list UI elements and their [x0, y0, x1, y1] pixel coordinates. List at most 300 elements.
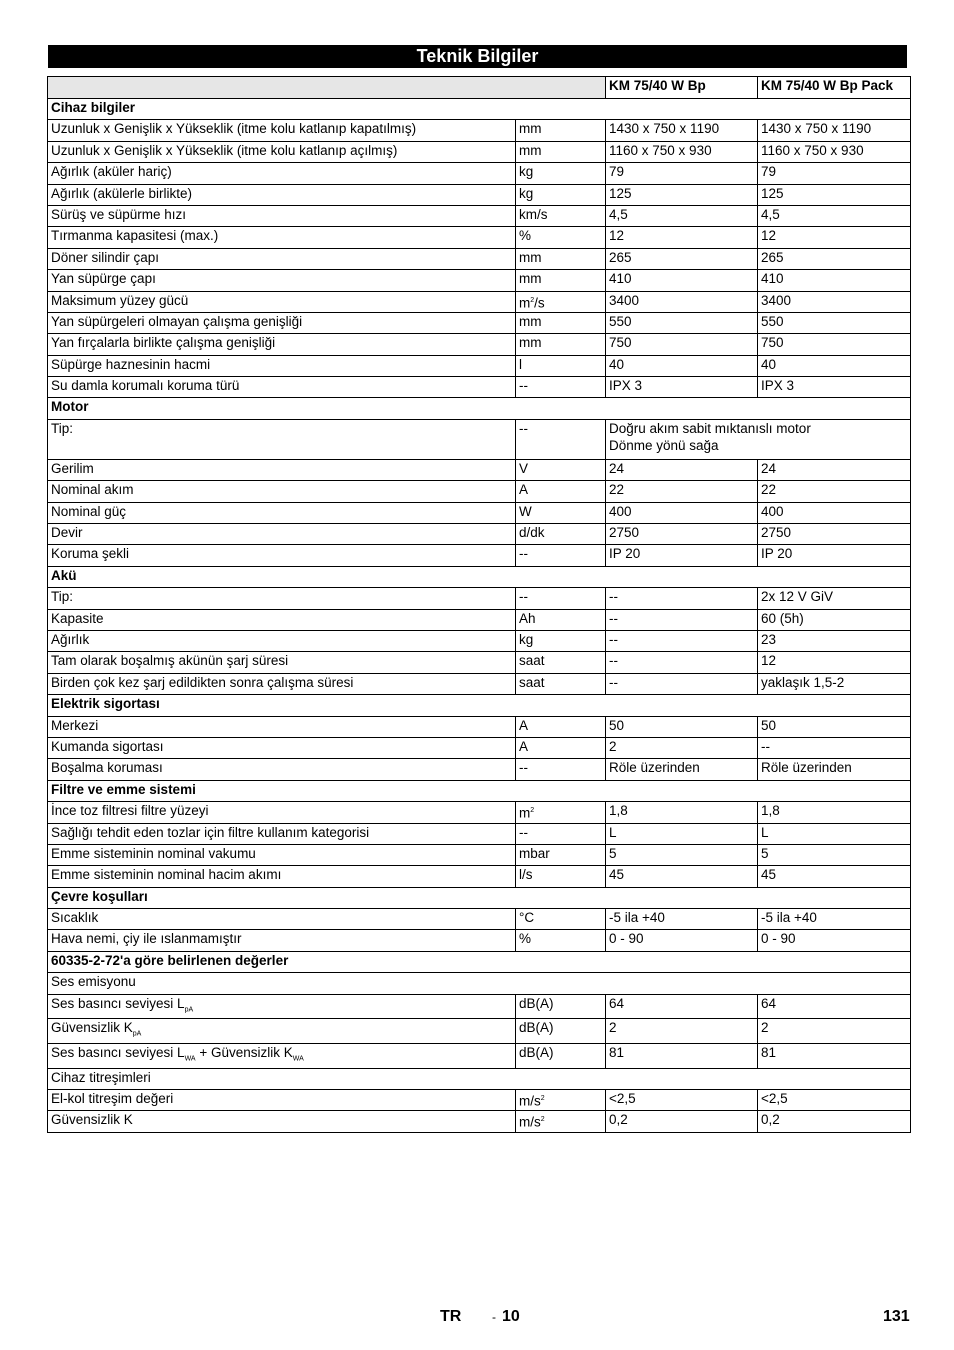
row-label: Tip: [48, 419, 516, 459]
row-value-model-2: 79 [758, 163, 911, 184]
row-value-model-2: 265 [758, 248, 911, 269]
table-row [48, 802, 911, 823]
row-label-text: Emme sisteminin nominal vakumu [51, 845, 256, 861]
row-unit [516, 652, 606, 673]
row-label [48, 355, 516, 376]
row-unit-text: -- [519, 589, 528, 605]
model-1-header: KM 75/40 W Bp [606, 77, 758, 99]
row-label-subscript: WA [184, 1055, 196, 1063]
row-value-model-2: 3400 [758, 291, 911, 312]
row-value-model-1: 0,2 [606, 1111, 758, 1132]
row-label [48, 673, 516, 694]
row-unit [516, 248, 606, 269]
row-label-text: Tip: [51, 589, 74, 605]
row-value-model-1: 1,8 [606, 802, 758, 823]
section-header-row [48, 99, 911, 120]
row-unit-text: d/dk [519, 525, 545, 541]
row-unit [516, 524, 606, 545]
row-unit-text: A [519, 738, 529, 754]
row-unit-suffix: /s [534, 295, 545, 311]
row-value-model-1: -5 ila +40 [606, 909, 758, 930]
table-row [48, 930, 911, 951]
section-title: Filtre ve emme sistemi [48, 780, 911, 801]
row-label-text: Boşalma koruması [51, 760, 163, 776]
subheading-row [48, 973, 911, 994]
row-unit [516, 844, 606, 865]
table-row [48, 524, 911, 545]
row-unit-text: % [519, 931, 532, 947]
section-header-row [48, 887, 911, 908]
row-value-model-2: yaklaşık 1,5-2 [758, 673, 911, 694]
row-unit-text: mm [519, 335, 542, 351]
row-label [48, 737, 516, 758]
row-value-model-2: IP 20 [758, 545, 911, 566]
row-label [48, 844, 516, 865]
row-value-model-2: 12 [758, 227, 911, 248]
row-unit-superscript: 2 [540, 1116, 545, 1124]
table-row [48, 652, 911, 673]
row-value-model-1: 79 [606, 163, 758, 184]
row-value-model-2: 1430 x 750 x 1190 [758, 120, 911, 141]
row-unit [516, 227, 606, 248]
row-value-model-1: 550 [606, 312, 758, 333]
row-value-model-2: 400 [758, 502, 911, 523]
row-unit-text: m/s [519, 1114, 541, 1130]
row-unit [516, 184, 606, 205]
row-label-text: Kumanda sigortası [51, 738, 164, 754]
row-label-text: Ağırlık [51, 631, 90, 647]
row-value-model-1: 50 [606, 716, 758, 737]
row-label-text: Tam olarak boşalmış akünün şarj süresi [51, 653, 289, 669]
row-unit-text: mbar [519, 845, 550, 861]
row-value-model-1: -- [606, 673, 758, 694]
row-label [48, 1111, 516, 1132]
row-unit [516, 1044, 606, 1069]
row-value-model-1: 1430 x 750 x 1190 [606, 120, 758, 141]
row-value-model-1: 2 [606, 1019, 758, 1044]
row-unit [516, 909, 606, 930]
row-unit [516, 630, 606, 651]
row-label [48, 866, 516, 887]
table-row [48, 291, 911, 312]
subheading-row [48, 1068, 911, 1089]
row-unit [516, 1090, 606, 1111]
row-label-text: Nominal güç [51, 503, 127, 519]
row-unit-text: m [519, 805, 531, 821]
merged-value-line-1: Doğru akım sabit mıktanıslı motor [609, 420, 811, 436]
row-unit [516, 866, 606, 887]
table-row [48, 459, 911, 480]
row-label-text: Gerilim [51, 460, 94, 476]
row-label [48, 163, 516, 184]
row-value-model-2: 2x 12 V GiV [758, 588, 911, 609]
row-unit-text: A [519, 482, 529, 498]
row-value-model-1: IPX 3 [606, 377, 758, 398]
row-value-model-2: -5 ila +40 [758, 909, 911, 930]
row-label [48, 184, 516, 205]
table-row [48, 716, 911, 737]
table-row [48, 1019, 911, 1044]
row-unit [516, 823, 606, 844]
row-unit-text: m [519, 295, 531, 311]
row-label-text: Güvensizlik K [51, 1020, 133, 1036]
row-unit [516, 291, 606, 312]
row-value-model-1: 5 [606, 844, 758, 865]
row-value-model-1: Röle üzerinden [606, 759, 758, 780]
section-header-row [48, 695, 911, 716]
tech-spec-table [47, 76, 911, 1133]
row-value-model-2: IPX 3 [758, 377, 911, 398]
row-unit [516, 673, 606, 694]
row-label [48, 909, 516, 930]
row-value-model-2: 1,8 [758, 802, 911, 823]
row-unit-text: dB(A) [519, 995, 554, 1011]
footer-dash: - [492, 1310, 496, 1324]
row-unit-superscript: 2 [530, 296, 535, 304]
row-label [48, 227, 516, 248]
page-title: Teknik Bilgiler [48, 45, 907, 68]
row-label [48, 1044, 516, 1069]
row-value-model-2: -- [758, 737, 911, 758]
row-label [48, 248, 516, 269]
row-value-model-1: 265 [606, 248, 758, 269]
row-unit [516, 930, 606, 951]
row-value-model-1: -- [606, 630, 758, 651]
row-value-model-1: 2 [606, 737, 758, 758]
row-label [48, 312, 516, 333]
table-row [48, 184, 911, 205]
row-label-subscript-2: WA [292, 1055, 304, 1063]
header-blank-cell [48, 77, 606, 99]
table-row [48, 545, 911, 566]
table-row [48, 248, 911, 269]
table-row [48, 1111, 911, 1132]
row-label-text: Nominal akım [51, 482, 134, 498]
row-unit [516, 545, 606, 566]
row-label-text: Süpürge haznesinin hacmi [51, 356, 211, 372]
row-value-model-2: 4,5 [758, 205, 911, 226]
row-value-model-2: 410 [758, 270, 911, 291]
row-label-text: Ağırlık (aküler hariç) [51, 164, 172, 180]
row-value-model-2: 23 [758, 630, 911, 651]
row-unit [516, 163, 606, 184]
row-label [48, 545, 516, 566]
row-label-text: Uzunluk x Genişlik x Yükseklik (itme kolu katlanıp kapatılmış) [51, 121, 417, 137]
row-value-model-2: 125 [758, 184, 911, 205]
row-label [48, 1019, 516, 1044]
row-unit-text: saat [519, 653, 545, 669]
row-label-text: Yan süpürge çapı [51, 271, 156, 287]
footer-page-number: 131 [883, 1308, 910, 1325]
row-unit-text: km/s [519, 206, 548, 222]
row-value-model-1: 64 [606, 994, 758, 1019]
row-label-text: Güvensizlik K [51, 1112, 133, 1128]
section-title: Akü [48, 566, 911, 587]
row-value-model-1: L [606, 823, 758, 844]
row-label [48, 205, 516, 226]
row-label-text: Ses basıncı seviyesi L [51, 1045, 185, 1060]
table-row [48, 120, 911, 141]
section-title: Elektrik sigortası [48, 695, 911, 716]
row-unit-text: -- [519, 760, 528, 776]
row-value-model-2: 550 [758, 312, 911, 333]
table-row [48, 609, 911, 630]
row-label [48, 930, 516, 951]
row-unit [516, 994, 606, 1019]
table-row [48, 334, 911, 355]
row-label-subscript: pA [132, 1031, 142, 1038]
model-2-header: KM 75/40 W Bp Pack [758, 77, 911, 99]
row-label-text: İnce toz filtresi filtre yüzeyi [51, 803, 209, 819]
row-unit [516, 737, 606, 758]
row-value-model-2: 0,2 [758, 1111, 911, 1132]
row-value-model-1: <2,5 [606, 1090, 758, 1111]
row-label [48, 630, 516, 651]
row-unit-text: dB(A) [519, 1020, 554, 1036]
row-value-model-1: 12 [606, 227, 758, 248]
row-label [48, 141, 516, 162]
subheading-label: Cihaz titreşimleri [48, 1068, 911, 1089]
table-row [48, 844, 911, 865]
row-label [48, 291, 516, 312]
row-value-model-1: 1160 x 750 x 930 [606, 141, 758, 162]
row-unit-text: -- [519, 378, 528, 394]
row-unit-text: % [519, 228, 532, 244]
row-unit-text: mm [519, 249, 542, 265]
row-value-model-1: 4,5 [606, 205, 758, 226]
row-value-model-2: 60 (5h) [758, 609, 911, 630]
row-unit-text: l/s [519, 867, 533, 883]
row-value-model-1: 2750 [606, 524, 758, 545]
table-row [48, 630, 911, 651]
row-label [48, 334, 516, 355]
section-title: Motor [48, 398, 911, 419]
row-label-subscript: pA [184, 1006, 194, 1014]
row-unit-text: kg [519, 164, 534, 180]
row-unit [516, 802, 606, 823]
row-unit-text: -- [519, 824, 528, 840]
row-value-model-1: 750 [606, 334, 758, 355]
row-label [48, 652, 516, 673]
row-unit-text: mm [519, 121, 542, 137]
table-row [48, 673, 911, 694]
row-value-model-1: 24 [606, 459, 758, 480]
section-title: Cihaz bilgiler [48, 99, 911, 120]
row-label-text: Devir [51, 525, 83, 541]
row-value-model-2: 750 [758, 334, 911, 355]
row-label-text: Merkezi [51, 717, 99, 733]
footer-section-page: 10 [502, 1308, 520, 1325]
section-header-row [48, 780, 911, 801]
row-unit-text: A [519, 717, 529, 733]
row-unit-text: -- [519, 546, 528, 562]
row-value-model-2: <2,5 [758, 1090, 911, 1111]
row-label-text: Emme sisteminin nominal hacim akımı [51, 867, 282, 883]
row-unit [516, 270, 606, 291]
row-unit [516, 1111, 606, 1132]
row-value-model-2: 2 [758, 1019, 911, 1044]
table-row [48, 481, 911, 502]
row-label [48, 759, 516, 780]
row-unit [516, 759, 606, 780]
row-value-model-2: 0 - 90 [758, 930, 911, 951]
row-label-text: Tırmanma kapasitesi (max.) [51, 228, 219, 244]
table-row [48, 994, 911, 1019]
section-title: 60335-2-72'a göre belirlenen değerler [48, 951, 911, 972]
table-row [48, 141, 911, 162]
row-label [48, 802, 516, 823]
row-unit [516, 1019, 606, 1044]
row-label-text: Ağırlık (akülerle birlikte) [51, 185, 193, 201]
row-value-model-2: 45 [758, 866, 911, 887]
row-unit-text: l [519, 356, 522, 372]
row-label-text: Döner silindir çapı [51, 249, 160, 265]
row-unit-text: mm [519, 313, 542, 329]
merged-value-cell [606, 419, 911, 459]
row-value-model-2: 64 [758, 994, 911, 1019]
section-header-row [48, 951, 911, 972]
row-value-model-1: 40 [606, 355, 758, 376]
row-label-text: Sıcaklık [51, 910, 99, 926]
row-unit-text: °C [519, 910, 535, 926]
row-unit [516, 716, 606, 737]
table-row [48, 270, 911, 291]
table-row [48, 1044, 911, 1069]
row-unit-text: V [519, 460, 529, 476]
section-header-row [48, 398, 911, 419]
row-value-model-1: 125 [606, 184, 758, 205]
table-row [48, 909, 911, 930]
row-unit: -- [516, 419, 606, 459]
table-row [48, 588, 911, 609]
row-unit [516, 459, 606, 480]
row-label-text: Uzunluk x Genişlik x Yükseklik (itme kolu katlanıp açılmış) [51, 142, 398, 158]
row-value-model-1: 45 [606, 866, 758, 887]
table-row [48, 1090, 911, 1111]
row-label [48, 481, 516, 502]
row-value-model-2: 24 [758, 459, 911, 480]
row-label-text: El-kol titreşim değeri [51, 1091, 174, 1107]
row-unit-text: mm [519, 142, 542, 158]
row-value-model-1: -- [606, 588, 758, 609]
row-label [48, 1090, 516, 1111]
table-row [48, 355, 911, 376]
row-value-model-1: -- [606, 652, 758, 673]
row-label-text-2: + Güvensizlik K [195, 1045, 293, 1060]
row-label-text: Su damla korumalı koruma türü [51, 378, 240, 394]
row-label-text: Ses basıncı seviyesi L [51, 995, 185, 1011]
row-unit-text: kg [519, 185, 534, 201]
row-label [48, 459, 516, 480]
row-value-model-2: 40 [758, 355, 911, 376]
row-unit-text: m/s [519, 1093, 541, 1109]
row-unit-text: dB(A) [519, 1045, 554, 1060]
row-unit [516, 205, 606, 226]
table-row [48, 163, 911, 184]
table-row [48, 866, 911, 887]
section-title: Çevre koşulları [48, 887, 911, 908]
section-header-row [48, 566, 911, 587]
row-label [48, 823, 516, 844]
row-label-text: Yan fırçalarla birlikte çalışma genişliği [51, 335, 276, 351]
row-unit [516, 377, 606, 398]
row-label [48, 270, 516, 291]
row-unit-text: mm [519, 271, 542, 287]
table-row [48, 502, 911, 523]
row-value-model-2: 50 [758, 716, 911, 737]
row-label [48, 524, 516, 545]
table-row [48, 419, 911, 459]
row-unit-superscript: 2 [530, 807, 535, 815]
row-value-model-1: IP 20 [606, 545, 758, 566]
row-label [48, 377, 516, 398]
row-unit [516, 312, 606, 333]
row-label-text: Sağlığı tehdit eden tozlar için filtre kullanım kategorisi [51, 824, 370, 840]
row-value-model-2: L [758, 823, 911, 844]
row-unit [516, 588, 606, 609]
row-unit-text: W [519, 503, 532, 519]
table-row [48, 823, 911, 844]
row-unit [516, 120, 606, 141]
row-label [48, 502, 516, 523]
row-unit [516, 502, 606, 523]
row-value-model-1: 81 [606, 1044, 758, 1069]
row-label-text: Kapasite [51, 610, 104, 626]
row-label-text: Hava nemi, çiy ile ıslanmamıştır [51, 931, 242, 947]
row-label-text: Maksimum yüzey gücü [51, 292, 189, 308]
row-value-model-2: Röle üzerinden [758, 759, 911, 780]
row-unit-text: Ah [519, 610, 536, 626]
row-unit [516, 609, 606, 630]
row-label [48, 120, 516, 141]
row-value-model-1: 410 [606, 270, 758, 291]
row-unit [516, 334, 606, 355]
row-label-text: Koruma şekli [51, 546, 130, 562]
row-value-model-2: 81 [758, 1044, 911, 1069]
row-value-model-2: 1160 x 750 x 930 [758, 141, 911, 162]
table-row [48, 377, 911, 398]
row-value-model-1: 400 [606, 502, 758, 523]
row-unit [516, 355, 606, 376]
row-label [48, 609, 516, 630]
row-unit-text: kg [519, 631, 534, 647]
subheading-label: Ses emisyonu [48, 973, 911, 994]
row-unit [516, 141, 606, 162]
row-value-model-1: 0 - 90 [606, 930, 758, 951]
merged-value-line-2: Dönme yönü sağa [609, 437, 719, 453]
row-value-model-1: 3400 [606, 291, 758, 312]
row-label [48, 994, 516, 1019]
row-value-model-1: 22 [606, 481, 758, 502]
row-label-text: Yan süpürgeleri olmayan çalışma genişliği [51, 313, 303, 329]
row-label [48, 716, 516, 737]
table-row [48, 205, 911, 226]
row-label-text: Birden çok kez şarj edildikten sonra çalışma süresi [51, 674, 354, 690]
table-header-row [48, 77, 911, 99]
row-label-text: Sürüş ve süpürme hızı [51, 206, 187, 222]
row-value-model-2: 5 [758, 844, 911, 865]
row-unit [516, 481, 606, 502]
row-value-model-2: 22 [758, 481, 911, 502]
row-label [48, 588, 516, 609]
table-row [48, 759, 911, 780]
row-value-model-2: 2750 [758, 524, 911, 545]
row-unit-superscript: 2 [540, 1095, 545, 1103]
table-row [48, 737, 911, 758]
table-row [48, 312, 911, 333]
row-value-model-1: -- [606, 609, 758, 630]
footer-language: TR [440, 1308, 462, 1325]
